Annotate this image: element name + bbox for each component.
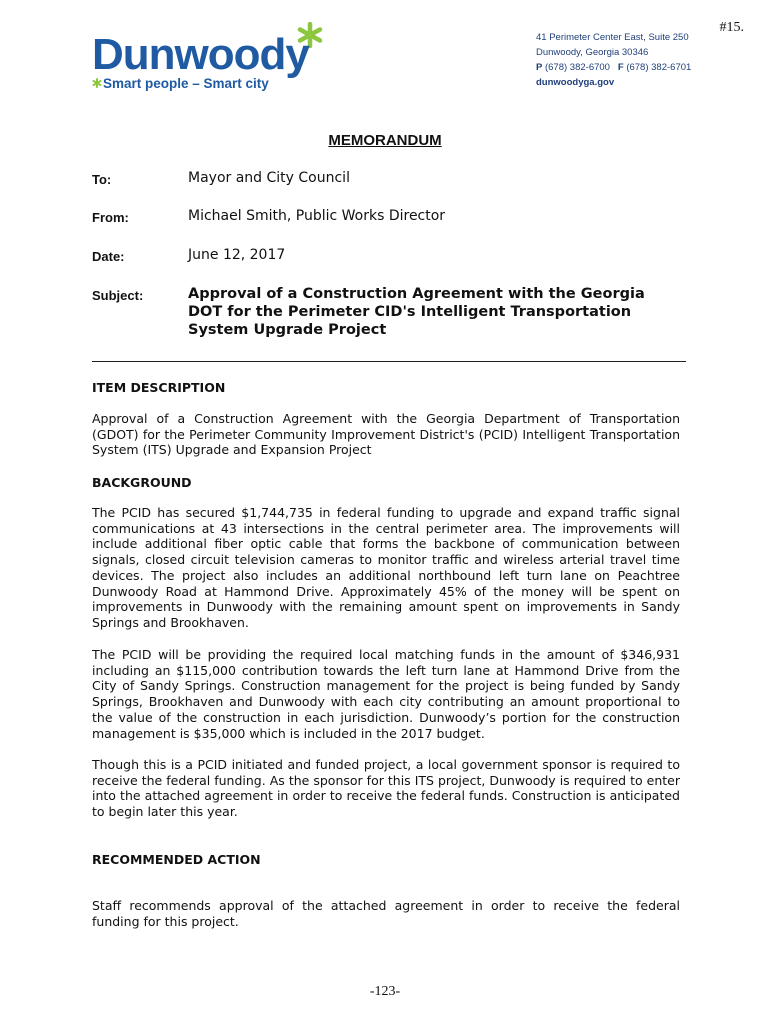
item-number: #15. bbox=[719, 20, 744, 35]
background-heading: BACKGROUND bbox=[92, 475, 192, 490]
background-paragraph-1: The PCID has secured $1,744,735 in federal funding to upgrade and expand traffic signal communications at 43 intersections in the central perimeter area. The improvements will include additional fiber optic cable that forms the backbone of communication between signals, closed circuit television cameras to monitor traffic and wireless arterial travel time devices. The project also includes an additional northbound left turn lane on Peachtree Dunwoody Road at Hammond Drive. Approximately 45% of the money will be spent on improvements in Dunwoody with the remaining amount spent on improvements in Sandy Springs and Brookhaven. bbox=[92, 505, 680, 630]
dunwoody-logo bbox=[92, 20, 332, 100]
address-block bbox=[536, 30, 691, 90]
from-value: Michael Smith, Public Works Director bbox=[188, 208, 446, 224]
fax-number: (678) 382-6701 bbox=[626, 62, 692, 73]
item-description-text: Approval of a Construction Agreement with the Georgia Department of Transportation (GDOT) for the Perimeter Community Improvement District's (PCID) Intelligent Transportation System (ITS) Upgrade and Expansion Project bbox=[92, 411, 680, 458]
address-line-2: Dunwoody, Georgia 30346 bbox=[536, 47, 649, 58]
logo-wordmark: Dunwoody bbox=[92, 30, 309, 79]
subject-label: Subject: bbox=[92, 288, 144, 303]
page-number: -123- bbox=[369, 984, 401, 999]
date-label: Date: bbox=[92, 249, 125, 264]
date-value: June 12, 2017 bbox=[188, 247, 286, 263]
logo-tagline bbox=[92, 76, 269, 91]
background-paragraph-2: The PCID will be providing the required local matching funds in the amount of $346,931 including an $115,000 contribution towards the left turn lane at Hammond Drive from the City of Sandy Springs. Construction management for the project is being funded by Sandy Springs, Brookhaven and Dunwoody with each city contributing an amount proportional to the value of the construction in each jurisdiction. Dunwoody’s portion for the construction management is $35,000 which is included in the 2017 budget. bbox=[92, 647, 680, 741]
header-divider bbox=[92, 361, 686, 362]
phone-label: P bbox=[536, 62, 543, 73]
subject-value: Approval of a Construction Agreement with the Georgia DOT for the Perimeter CID's Intelligent Transportation System Upgrade Project bbox=[188, 286, 645, 338]
phone-number: (678) 382-6700 bbox=[544, 62, 610, 73]
fax-label: F bbox=[617, 62, 624, 73]
recommended-action-text: Staff recommends approval of the attached agreement in order to receive the federal funding for this project. bbox=[92, 898, 680, 929]
background-paragraph-3: Though this is a PCID initiated and funded project, a local government sponsor is required to receive the federal funding. As the sponsor for this ITS project, Dunwoody is required to enter into the attached agreement in order to receive the federal funds. Construction is anticipated to begin later this year. bbox=[92, 757, 680, 820]
address-line-1: 41 Perimeter Center East, Suite 250 bbox=[536, 32, 689, 43]
phone-fax-line bbox=[536, 60, 691, 75]
tagline-text: Smart people – Smart city bbox=[103, 76, 269, 91]
to-value: Mayor and City Council bbox=[188, 170, 350, 186]
to-label: To: bbox=[92, 172, 112, 187]
website-link[interactable]: dunwoodyga.gov bbox=[536, 77, 615, 88]
item-description-heading: ITEM DESCRIPTION bbox=[92, 380, 226, 395]
tagline-star-icon bbox=[92, 78, 102, 88]
memo-title: MEMORANDUM bbox=[328, 132, 442, 149]
recommended-action-heading: RECOMMENDED ACTION bbox=[92, 852, 261, 867]
from-label: From: bbox=[92, 210, 129, 225]
